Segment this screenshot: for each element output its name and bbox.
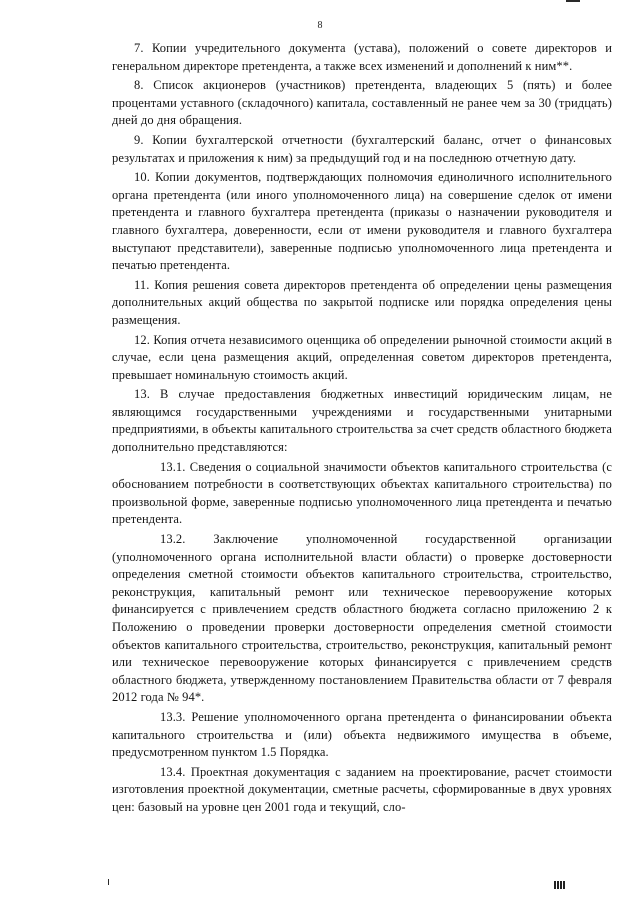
document-body: [112, 40, 612, 819]
paragraph-7: 7. Копии учредительного документа (устава), положений о совете директоров и генеральном директоре претендента, а также всех изменений и дополнений к ним**.: [112, 41, 612, 73]
paragraph-13-1: 13.1. Сведения о социальной значимости объектов капитального строительства (с обоснованием потребности в соответствующих объектах капитального строительства) по произвольной форме, заверенные подписью уполномоченного лица претендента и печатью претендента.: [112, 459, 612, 527]
paragraph-8: 8. Список акционеров (участников) претендента, владеющих 5 (пять) и более процентами уставного (складочного) капитала, составленный не ранее чем за 30 (тридцать) дней до дня обращения.: [112, 78, 612, 128]
paragraph-10: 10. Копии документов, подтверждающих полномочия единоличного исполнительного органа претендента (или иного уполномоченного лица) на совершение сделок от имени претендента и главного бухгалтера претендента (приказы о назначении руководителя и главного бухгалтера, доверенности, если от имени руководителя и главного бухгалтера выступают представители), заверенные подписью уполномоченного лица претендента и печатью претендента.: [112, 170, 612, 273]
paragraph-13-4: 13.4. Проектная документация с заданием на проектирование, расчет стоимости изготовления проектной документации, сметные расчеты, сформированные в двух уровнях цен: базовый на уровне цен 2001 года и текущий, сло-: [112, 764, 612, 814]
paragraph-12: 12. Копия отчета независимого оценщика об определении рыночной стоимости акций в случае, если цена размещения акций, определенная советом директоров претендента, превышает номинальную стоимость акций.: [112, 332, 612, 382]
paragraph-13-3: 13.3. Решение уполномоченного органа претендента о финансировании объекта капитального строительства и (или) объекта недвижимого имущества в объеме, предусмотренном пунктом 1.5 Порядка.: [112, 709, 612, 760]
paragraph-13-2: 13.2. Заключение уполномоченной государственной организации (уполномоченного органа исполнительной власти области) о проверке достоверности определения сметной стоимости объектов капитального строительства, строительство, реконструкция, капитальный ремонт или техническое перевооружение которых финансируется с привлечением средств областного бюджета согласно приложению 2 к Положению о проведении проверки достоверности определения сметной стоимости объектов капитального строительства, строительство, реконструкция, капитальный ремонт или техническое перевооружение которых финансируется с привлечением средств областного бюджета, утвержденному постановлением Правительства области от 7 февраля 2012 года № 94*.: [112, 532, 612, 705]
paragraph-9: 9. Копии бухгалтерской отчетности (бухгалтерский баланс, отчет о финансовых результатах и приложения к ним) за предыдущий год и на последнюю отчетную дату.: [112, 132, 612, 165]
scan-artifact: [108, 879, 109, 885]
paragraph-11: 11. Копия решения совета директоров претендента об определении цены размещения дополнительных акций общества по закрытой подписке или порядка определения цены размещения.: [112, 277, 612, 327]
page-number: 8: [317, 20, 323, 31]
paragraph-13: 13. В случае предоставления бюджетных инвестиций юридическим лицам, не являющимся государственными учреждениями и государственными унитарными предприятиями, в объекты капитального строительства за счет средств областного бюджета дополнительно представляются:: [112, 387, 612, 455]
scan-artifact: [554, 881, 566, 889]
scan-artifact: [566, 0, 580, 2]
